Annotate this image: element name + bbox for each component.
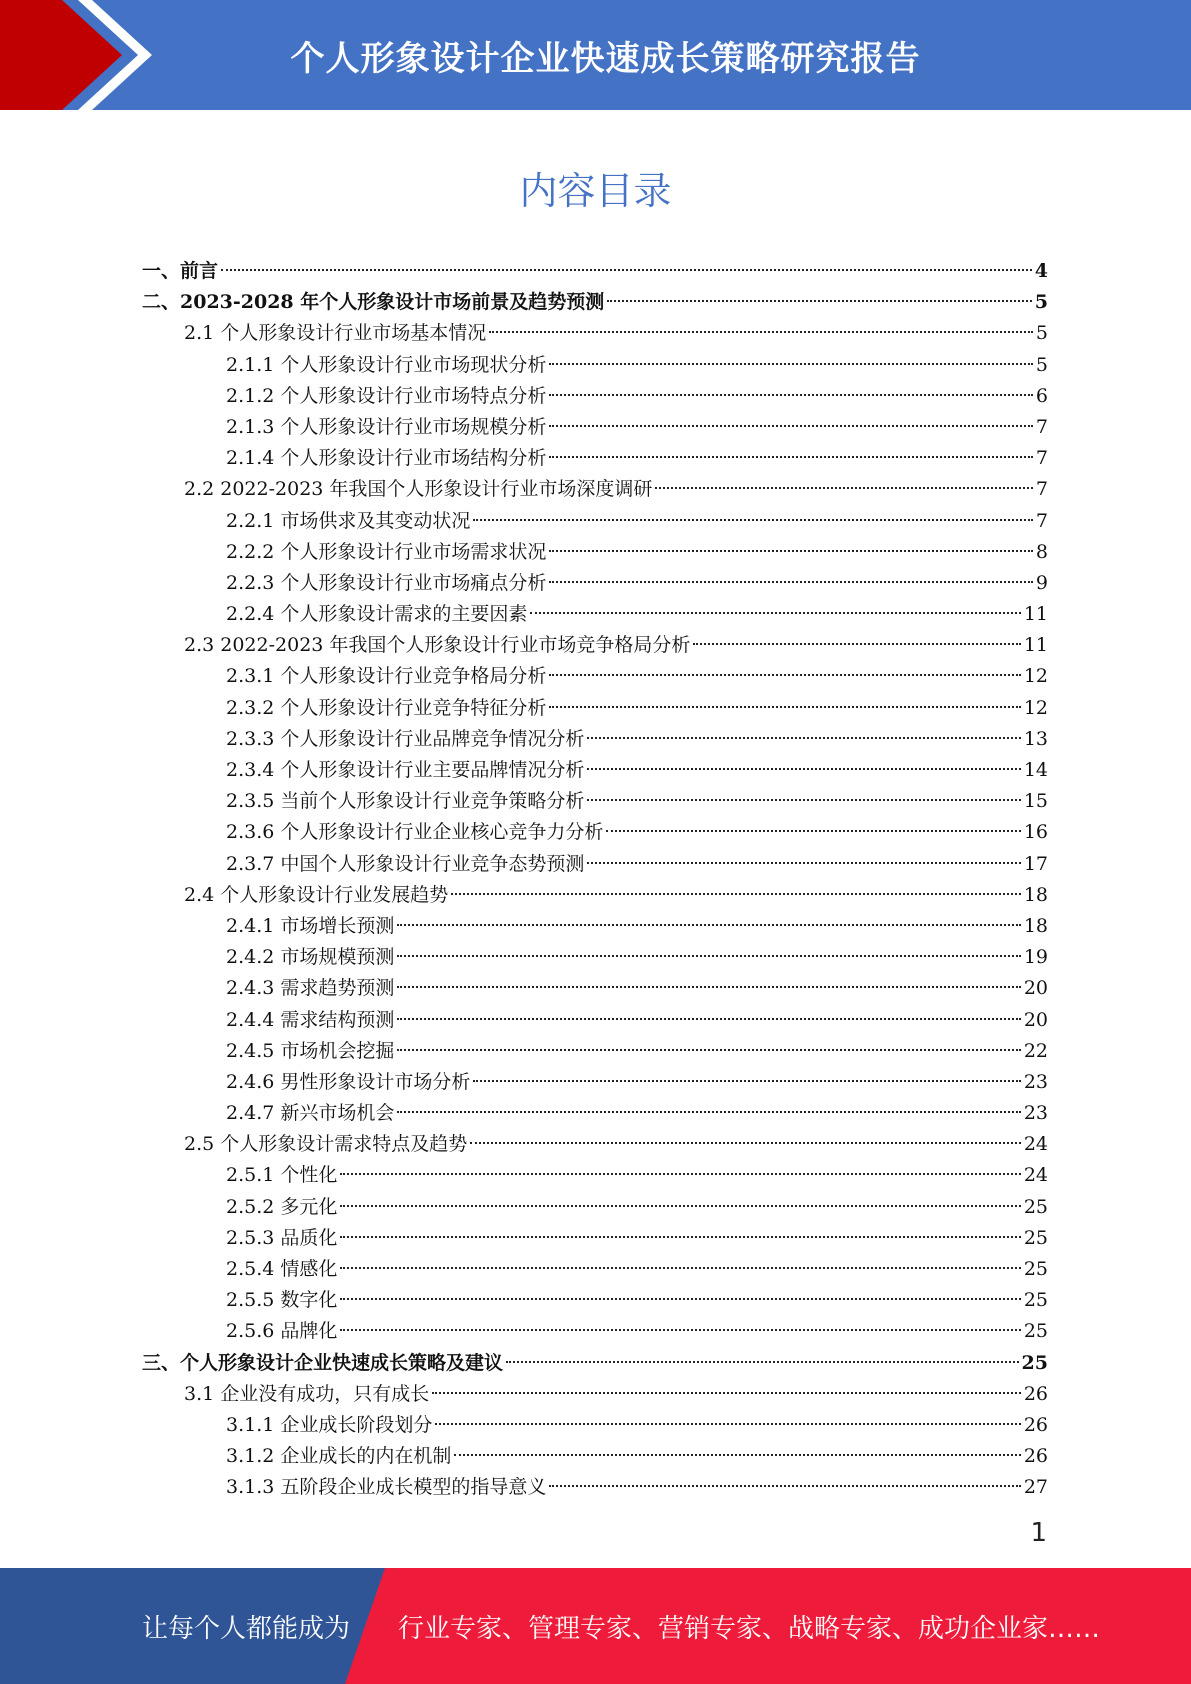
toc-entry[interactable] (142, 568, 1048, 599)
toc-dot-leader (506, 1361, 1019, 1363)
toc-dot-leader (397, 986, 1020, 988)
toc-entry-title: 2.4.1 市场增长预测 (226, 914, 395, 937)
toc-dot-leader (397, 955, 1020, 957)
toc-entry-title: 2.4.4 需求结构预测 (226, 1008, 395, 1031)
toc-dot-leader (606, 830, 1020, 832)
toc-entry[interactable] (142, 599, 1048, 630)
toc-entry-page: 15 (1023, 790, 1048, 813)
toc-entry[interactable] (142, 256, 1048, 287)
toc-entry-page: 23 (1023, 1070, 1048, 1093)
toc-dot-leader (473, 519, 1033, 521)
toc-entry-title: 2.2.1 市场供求及其变动状况 (226, 509, 471, 532)
toc-entry-title: 2.1.1 个人形象设计行业市场现状分析 (226, 353, 547, 376)
toc-entry[interactable] (142, 1098, 1048, 1129)
toc-entry-title: 2.1.2 个人形象设计行业市场特点分析 (226, 384, 547, 407)
toc-entry-page: 6 (1035, 384, 1048, 407)
toc-entry-page: 5 (1035, 353, 1048, 376)
toc-entry-title: 2.5.5 数字化 (226, 1289, 338, 1312)
toc-entry-title: 3.1.3 五阶段企业成长模型的指导意义 (226, 1476, 547, 1499)
table-of-contents (142, 256, 1048, 1504)
toc-entry[interactable] (142, 537, 1048, 568)
toc-entry[interactable] (142, 1067, 1048, 1098)
toc-entry[interactable] (142, 1223, 1048, 1254)
toc-entry[interactable] (142, 506, 1048, 537)
toc-heading: 内容目录 (519, 169, 672, 213)
toc-entry[interactable] (142, 942, 1048, 973)
toc-dot-leader (397, 1018, 1020, 1020)
toc-entry[interactable] (142, 443, 1048, 474)
toc-dot-leader (340, 1267, 1020, 1269)
toc-entry[interactable] (142, 661, 1048, 692)
toc-dot-leader (432, 1392, 1021, 1394)
toc-entry[interactable] (142, 1472, 1048, 1503)
toc-entry[interactable] (142, 1379, 1048, 1410)
toc-entry-title: 2.3.6 个人形象设计行业企业核心竞争力分析 (226, 821, 604, 844)
toc-entry-page: 25 (1021, 1351, 1048, 1374)
toc-entry[interactable] (142, 474, 1048, 505)
toc-entry[interactable] (142, 693, 1048, 724)
toc-entry-page: 5 (1034, 291, 1048, 314)
toc-entry[interactable] (142, 973, 1048, 1004)
toc-entry-title: 2.4.2 市场规模预测 (226, 946, 395, 969)
toc-entry[interactable] (142, 318, 1048, 349)
toc-entry-title: 3.1.1 企业成长阶段划分 (226, 1413, 433, 1436)
toc-entry-page: 24 (1023, 1133, 1048, 1156)
toc-dot-leader (587, 737, 1020, 739)
toc-entry-page: 25 (1023, 1226, 1048, 1249)
toc-entry-page: 11 (1023, 634, 1048, 657)
toc-entry-page: 17 (1023, 852, 1048, 875)
toc-entry[interactable] (142, 630, 1048, 661)
toc-entry-title: 2.5 个人形象设计需求特点及趋势 (184, 1133, 468, 1156)
toc-entry-title: 2.2 2022-2023 年我国个人形象设计行业市场深度调研 (184, 478, 653, 501)
toc-dot-leader (340, 1173, 1020, 1175)
toc-entry-page: 14 (1023, 759, 1048, 781)
toc-entry-title: 2.3.1 个人形象设计行业竞争格局分析 (226, 665, 547, 688)
toc-entry[interactable] (142, 1254, 1048, 1285)
toc-entry-title: 2.5.1 个性化 (226, 1164, 338, 1187)
toc-dot-leader (549, 1485, 1020, 1487)
toc-entry-title: 三、个人形象设计企业快速成长策略及建议 (142, 1351, 504, 1374)
toc-entry-page: 7 (1035, 415, 1048, 438)
toc-entry-page: 12 (1023, 665, 1048, 688)
toc-dot-leader (340, 1298, 1020, 1300)
toc-entry-title: 2.2.4 个人形象设计需求的主要因素 (226, 603, 528, 626)
toc-entry-title: 2.3 2022-2023 年我国个人形象设计行业市场竞争格局分析 (184, 634, 691, 657)
toc-entry-title: 二、2023-2028 年个人形象设计市场前景及趋势预测 (142, 291, 605, 314)
toc-dot-leader (549, 550, 1033, 552)
toc-entry-title: 2.2.3 个人形象设计行业市场痛点分析 (226, 571, 547, 594)
toc-dot-leader (549, 363, 1033, 365)
toc-dot-leader (489, 331, 1033, 333)
toc-entry-page: 9 (1035, 571, 1048, 594)
toc-entry-title: 2.3.7 中国个人形象设计行业竞争态势预测 (226, 852, 585, 875)
toc-entry-page: 20 (1023, 977, 1048, 1000)
toc-entry-page: 25 (1023, 1289, 1048, 1312)
toc-entry-title: 2.1.3 个人形象设计行业市场规模分析 (226, 415, 547, 438)
toc-entry[interactable] (142, 412, 1048, 443)
toc-dot-leader (340, 1329, 1020, 1331)
toc-dot-leader (340, 1205, 1020, 1207)
toc-entry[interactable] (142, 1036, 1048, 1067)
toc-dot-leader (693, 643, 1020, 645)
toc-entry[interactable] (142, 1005, 1048, 1036)
toc-dot-leader (549, 581, 1033, 583)
toc-dot-leader (397, 924, 1020, 926)
toc-dot-leader (530, 612, 1020, 614)
toc-entry-title: 2.4 个人形象设计行业发展趋势 (184, 883, 449, 906)
toc-entry-page: 24 (1023, 1164, 1048, 1187)
toc-entry-title: 2.3.2 个人形象设计行业竞争特征分析 (226, 696, 547, 719)
toc-entry[interactable] (142, 1285, 1048, 1316)
report-title: 个人形象设计企业快速成长策略研究报告 (290, 38, 921, 79)
toc-dot-leader (397, 1049, 1020, 1051)
toc-dot-leader (549, 456, 1033, 458)
toc-entry-title: 2.5.2 多元化 (226, 1195, 338, 1218)
footer-slogan-right: 行业专家、管理专家、营销专家、战略专家、成功企业家…… (398, 1613, 1101, 1644)
toc-entry-title: 3.1.2 企业成长的内在机制 (226, 1445, 452, 1468)
toc-entry-page: 25 (1023, 1320, 1048, 1343)
page-number: 1 (1030, 1518, 1047, 1548)
toc-entry[interactable] (142, 1129, 1048, 1160)
toc-entry[interactable] (142, 1410, 1048, 1441)
toc-dot-leader (454, 1454, 1020, 1456)
toc-dot-leader (549, 425, 1033, 427)
toc-entry-title: 2.3.4 个人形象设计行业主要品牌情况分析 (226, 759, 585, 781)
toc-entry-page: 26 (1023, 1413, 1048, 1436)
header-banner (0, 0, 1191, 110)
toc-entry[interactable] (142, 817, 1048, 848)
toc-entry-title: 2.4.6 男性形象设计市场分析 (226, 1070, 471, 1093)
toc-entry-title: 一、前言 (142, 260, 219, 282)
toc-entry[interactable] (142, 1192, 1048, 1223)
toc-dot-leader (221, 269, 1032, 271)
toc-dot-leader (435, 1423, 1020, 1425)
toc-entry[interactable] (142, 786, 1048, 817)
toc-entry-page: 22 (1023, 1039, 1048, 1062)
footer-slogan-left: 让每个人都能成为 (142, 1613, 351, 1644)
toc-entry-page: 5 (1035, 322, 1048, 345)
toc-entry-title: 2.2.2 个人形象设计行业市场需求状况 (226, 540, 547, 563)
toc-entry-page: 18 (1023, 883, 1048, 906)
toc-entry-title: 2.1.4 个人形象设计行业市场结构分析 (226, 447, 547, 470)
toc-entry-page: 7 (1035, 509, 1048, 532)
toc-entry-page: 16 (1023, 821, 1048, 844)
toc-entry-title: 2.3.5 当前个人形象设计行业竞争策略分析 (226, 790, 585, 813)
toc-dot-leader (607, 300, 1032, 302)
toc-entry-page: 26 (1023, 1445, 1048, 1468)
toc-entry-page: 25 (1023, 1195, 1048, 1218)
toc-entry-title: 2.3.3 个人形象设计行业品牌竞争情况分析 (226, 727, 585, 750)
toc-entry-title: 2.5.3 品质化 (226, 1226, 338, 1249)
toc-entry[interactable] (142, 1441, 1048, 1472)
toc-dot-leader (340, 1236, 1020, 1238)
toc-entry-page: 26 (1023, 1382, 1048, 1405)
toc-dot-leader (549, 706, 1020, 708)
toc-entry-title: 2.4.7 新兴市场机会 (226, 1102, 395, 1125)
toc-entry-page: 11 (1023, 603, 1048, 626)
toc-entry-page: 4 (1034, 260, 1048, 282)
footer-banner (0, 1568, 1191, 1684)
toc-dot-leader (397, 1111, 1020, 1113)
toc-entry[interactable] (142, 381, 1048, 412)
toc-dot-leader (470, 1142, 1021, 1144)
toc-dot-leader (473, 1080, 1020, 1082)
toc-entry[interactable] (142, 724, 1048, 755)
toc-entry-page: 7 (1035, 478, 1048, 501)
toc-dot-leader (655, 487, 1032, 489)
toc-dot-leader (587, 862, 1020, 864)
toc-dot-leader (587, 799, 1020, 801)
toc-entry[interactable] (142, 849, 1048, 880)
toc-entry[interactable] (142, 911, 1048, 942)
toc-entry-page: 18 (1023, 914, 1048, 937)
toc-entry[interactable] (142, 287, 1048, 318)
toc-entry-title: 2.4.5 市场机会挖掘 (226, 1039, 395, 1062)
toc-entry-page: 20 (1023, 1008, 1048, 1031)
toc-entry[interactable] (142, 880, 1048, 911)
toc-entry[interactable] (142, 350, 1048, 381)
toc-entry-title: 2.5.6 品牌化 (226, 1320, 338, 1343)
toc-entry[interactable] (142, 755, 1048, 786)
toc-entry-page: 8 (1035, 540, 1048, 563)
toc-entry-title: 3.1 企业没有成功，只有成长 (184, 1382, 430, 1405)
toc-entry-title: 2.4.3 需求趋势预测 (226, 977, 395, 1000)
toc-entry-page: 19 (1023, 946, 1048, 969)
toc-entry[interactable] (142, 1160, 1048, 1191)
toc-entry[interactable] (142, 1348, 1048, 1379)
toc-entry-title: 2.5.4 情感化 (226, 1258, 338, 1280)
toc-entry-page: 25 (1023, 1258, 1048, 1280)
toc-entry-page: 7 (1035, 447, 1048, 470)
toc-entry-page: 27 (1023, 1476, 1048, 1499)
toc-entry-page: 12 (1023, 696, 1048, 719)
toc-entry[interactable] (142, 1316, 1048, 1347)
toc-dot-leader (587, 768, 1020, 770)
toc-dot-leader (549, 674, 1020, 676)
toc-dot-leader (549, 394, 1033, 396)
toc-entry-title: 2.1 个人形象设计行业市场基本情况 (184, 322, 487, 345)
toc-entry-page: 13 (1023, 727, 1048, 750)
toc-entry-page: 23 (1023, 1102, 1048, 1125)
toc-dot-leader (451, 893, 1021, 895)
